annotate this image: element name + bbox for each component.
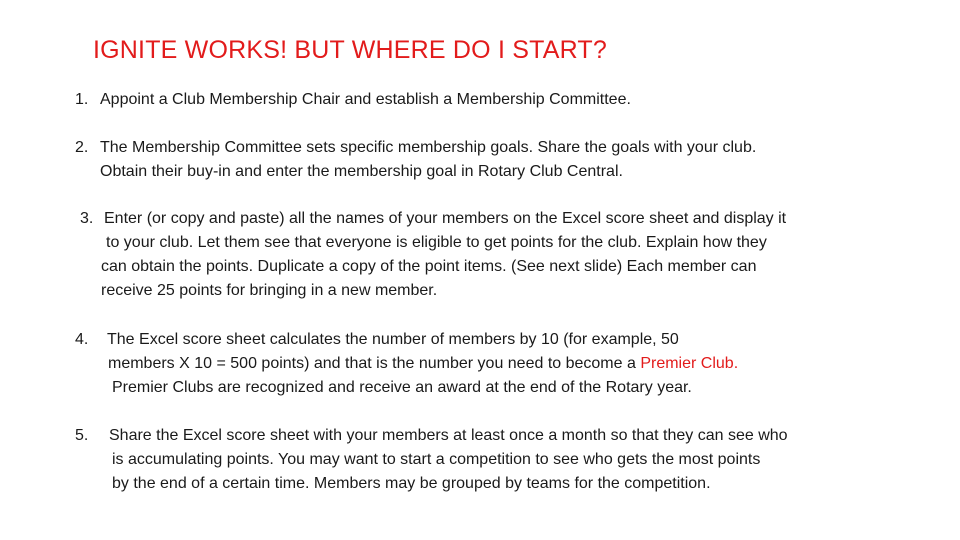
item-number: 3.: [80, 210, 94, 227]
item-text-line: by the end of a certain time. Members may be grouped by teams for the competition.: [112, 475, 711, 492]
item-text-line: Premier Clubs are recognized and receive an award at the end of the Rotary year.: [112, 379, 692, 396]
item-number: 2.: [75, 139, 89, 156]
item-text-line: Share the Excel score sheet with your members at least once a month so that they can see who: [109, 427, 788, 444]
item-text-line: to your club. Let them see that everyone is eligible to get points for the club. Explain how they: [106, 234, 767, 251]
list-item-5: [75, 424, 788, 496]
slide-title: IGNITE WORKS! BUT WHERE DO I START?: [93, 36, 607, 64]
item-text-line: receive 25 points for bringing in a new member.: [101, 282, 438, 299]
list-item-4: [75, 328, 738, 400]
list-item-2: [75, 136, 756, 184]
item-number: 5.: [75, 427, 89, 444]
list-item-1: [75, 88, 631, 112]
premier-club-highlight: Premier Club.: [640, 355, 739, 372]
item-text-segment: members X 10 = 500 points) and that is the number you need to become a: [108, 355, 636, 372]
list-item-3: [80, 207, 786, 303]
item-text-line: The Excel score sheet calculates the number of members by 10 (for example, 50: [107, 331, 679, 348]
item-text-line: can obtain the points. Duplicate a copy of the point items. (See next slide) Each member can: [101, 258, 757, 275]
item-text-line: [75, 352, 738, 376]
item-text-line: Obtain their buy-in and enter the membership goal in Rotary Club Central.: [100, 163, 623, 180]
item-text-line: Enter (or copy and paste) all the names of your members on the Excel score sheet and display it: [104, 210, 787, 227]
item-number: 1.: [75, 91, 89, 108]
item-number: 4.: [75, 331, 89, 348]
item-text-line: The Membership Committee sets specific membership goals. Share the goals with your club.: [100, 139, 757, 156]
item-text-line: is accumulating points. You may want to start a competition to see who gets the most points: [112, 451, 761, 468]
item-text-line: Appoint a Club Membership Chair and establish a Membership Committee.: [100, 91, 631, 108]
